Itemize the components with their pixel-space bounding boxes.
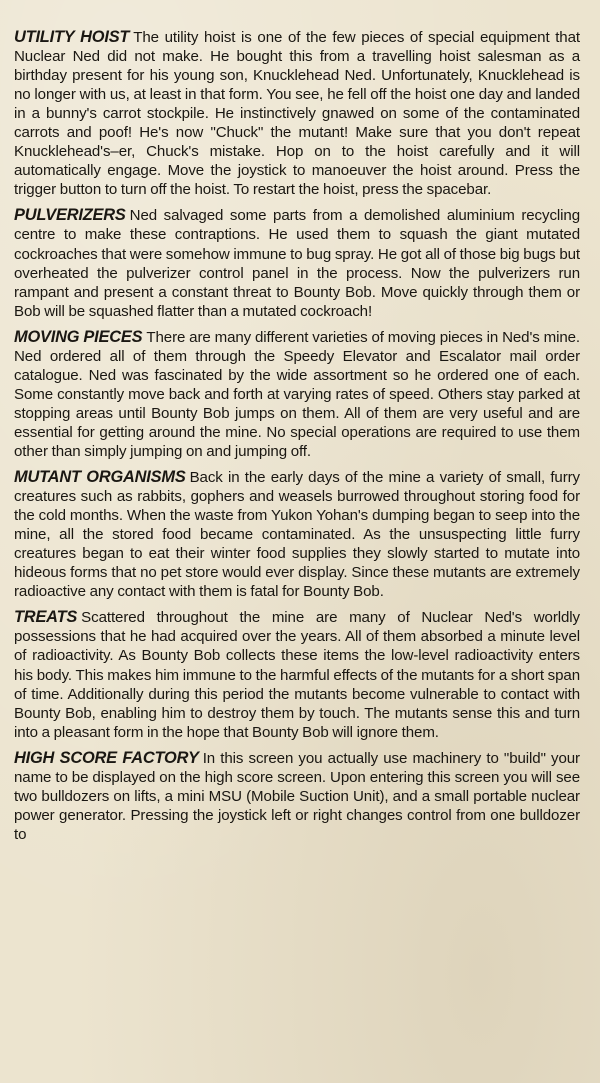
section-body: Scattered throughout the mine are many of Nuclear Ned's worldly possessions that he had acquired over the years. All of them absorbed a minute level of radioactivity. As Bounty Bob collects these items the low-level radioactivity enters his body. This makes him immune to the harmful effects of the mutants for a short span of time. Additionally during this period the mutants become vulnerable to contact with Bounty Bob, enabling him to destroy them by touch. The mutants sense this and turn into a pleasant form in the hope that Bounty Bob will ignore them.: [14, 609, 580, 741]
section-body: Ned salvaged some parts from a demolished aluminium recycling centre to make these contraptions. He used them to squash the giant mutated cockroaches that were somehow immune to bug spray. He got all of those big bugs but overheated the pulverizer control panel in the process. Now the pulverizers run rampant and present a constant threat to Bounty Bob. Move quickly through them or Bob will be squashed flatter than a mutated cockroach!: [14, 207, 581, 320]
section-pulverizers: [14, 206, 580, 320]
section-heading: TREATS: [14, 608, 78, 627]
section-heading: HIGH SCORE FACTORY: [14, 748, 199, 767]
section-body: The utility hoist is one of the few pieces of special equipment that Nuclear Ned did not make. He bought this from a travelling hoist salesman as a birthday present for his young son, Knucklehead Ned. Unfortunately, Knucklehead is no longer with us, at least in that form. You see, he fell off the hoist one day and landed in a bunny's carrot stockpile. He instinctively gnawed on some of the contaminated carrots and poof! He's now "Chuck" the mutant! Make sure that you don't repeat Knucklehead's–er, Chuck's mistake. Hop on to the hoist carefully and it will automatically engage. Move the joystick to manoeuver the hoist around. Press the trigger button to turn off the hoist. To restart the hoist, press the spacebar.: [14, 29, 580, 199]
section-body: There are many different varieties of moving pieces in Ned's mine. Ned ordered all of them through the Speedy Elevator and Escalator mail order catalogue. Ned was fascinated by the wide assortment so he ordered one of each. Some constantly move back and forth at varying rates of speed. Others stay parked at stopping areas until Bounty Bob jumps on them. All of them are very useful and are essential for getting around the mine. No special operations are required to use them other than simply jumping on and jumping off.: [14, 328, 580, 460]
section-mutant-organisms: [14, 468, 580, 601]
section-treats: [14, 608, 580, 741]
section-utility-hoist: [14, 28, 580, 199]
section-heading: MOVING PIECES: [14, 327, 143, 346]
section-body: Back in the early days of the mine a variety of small, furry creatures such as rabbits, gophers and weasels burrowed throughout storing food for the cold months. When the waste from Yukon Yohan's dumping began to seep into the mine, all the stored food became contaminated. As the unsuspecting little furry creatures began to eat their winter food supplies they slowly started to mutate into hideous forms that no pet store would ever display. Since these mutants are extremely radioactive any contact with them is fatal for Bounty Bob.: [14, 469, 581, 601]
section-heading: PULVERIZERS: [14, 206, 126, 225]
section-heading: UTILITY HOIST: [14, 28, 130, 46]
section-body: In this screen you actually use machinery to "build" your name to be displayed on the high score screen. Upon entering this screen you will see two bulldozers on lifts, a mini MSU (Mobile Suction Unit), and a small portable nuclear power generator. Pressing the joystick left or right changes control from one bulldozer to: [14, 749, 580, 843]
section-heading: MUTANT ORGANISMS: [14, 468, 186, 487]
section-moving-pieces: [14, 328, 580, 461]
section-high-score-factory: [14, 749, 580, 844]
